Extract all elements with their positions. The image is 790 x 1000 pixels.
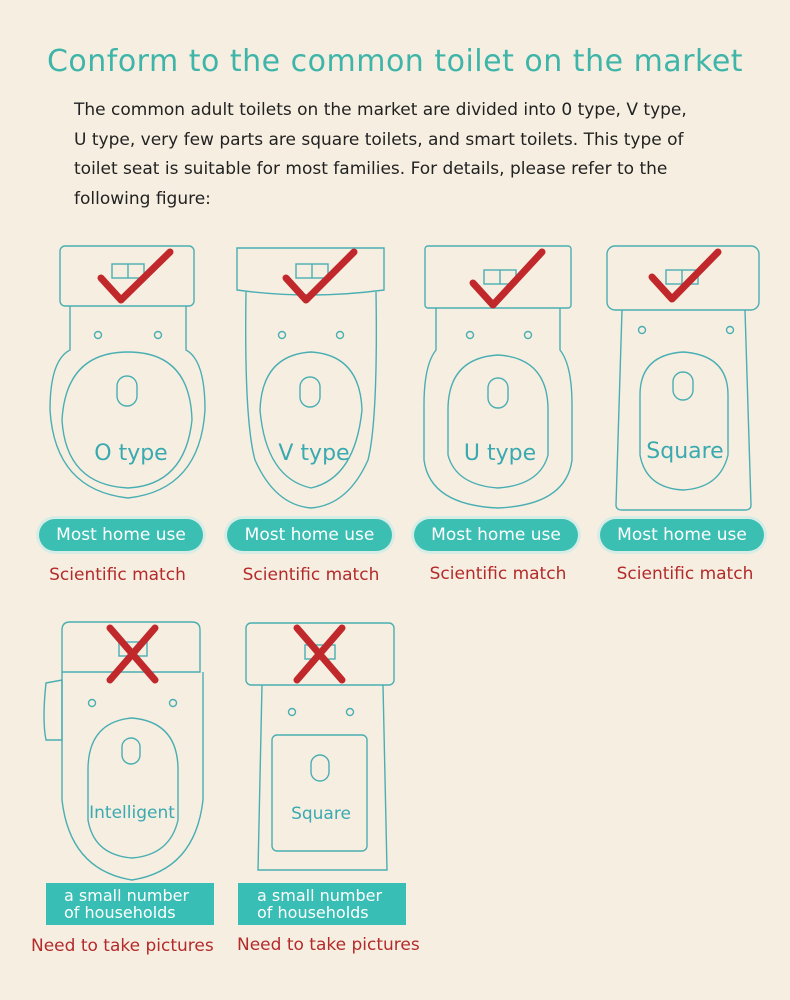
u-type-toilet-diagram bbox=[424, 246, 572, 508]
most-home-use-badge: Most home use bbox=[227, 519, 392, 551]
description-line: toilet seat is suitable for most families. For details, please refer to the bbox=[74, 159, 668, 179]
toilet-type-label: Intelligent bbox=[89, 803, 175, 823]
square-unsuitable-toilet-diagram bbox=[246, 623, 394, 870]
toilet-type-label: Square bbox=[646, 439, 724, 464]
scientific-match-caption: Scientific match bbox=[616, 564, 754, 584]
most-home-use-badge: Most home use bbox=[414, 519, 578, 551]
scientific-match-caption: Scientific match bbox=[49, 565, 186, 585]
most-home-use-badge: Most home use bbox=[600, 519, 764, 551]
toilet-type-label: Square bbox=[291, 804, 351, 824]
badge-line: of households bbox=[64, 903, 176, 922]
badge-line: a small number bbox=[64, 886, 190, 905]
toilet-type-label: O type bbox=[94, 441, 168, 466]
toilet-type-label: U type bbox=[463, 441, 537, 466]
most-home-use-badge: Most home use bbox=[39, 519, 203, 551]
description-line: The common adult toilets on the market are divided into 0 type, V type, bbox=[74, 100, 687, 120]
description-line: U type, very few parts are square toilets, and smart toilets. This type of bbox=[74, 129, 684, 150]
scientific-match-caption: Scientific match bbox=[429, 564, 567, 584]
need-pictures-caption: Need to take pictures bbox=[31, 936, 214, 956]
description-line: following figure: bbox=[74, 188, 211, 209]
toilet-type-label: V type bbox=[278, 441, 350, 466]
badge-line: a small number bbox=[257, 886, 383, 905]
small-number-badge bbox=[46, 883, 214, 925]
need-pictures-caption: Need to take pictures bbox=[237, 935, 420, 955]
badge-line: of households bbox=[257, 903, 369, 922]
page-title: Conform to the common toilet on the market bbox=[46, 44, 744, 79]
check-icon bbox=[652, 252, 718, 299]
scientific-match-caption: Scientific match bbox=[242, 565, 380, 585]
small-number-badge bbox=[238, 883, 406, 925]
v-type-toilet-diagram bbox=[237, 248, 384, 508]
